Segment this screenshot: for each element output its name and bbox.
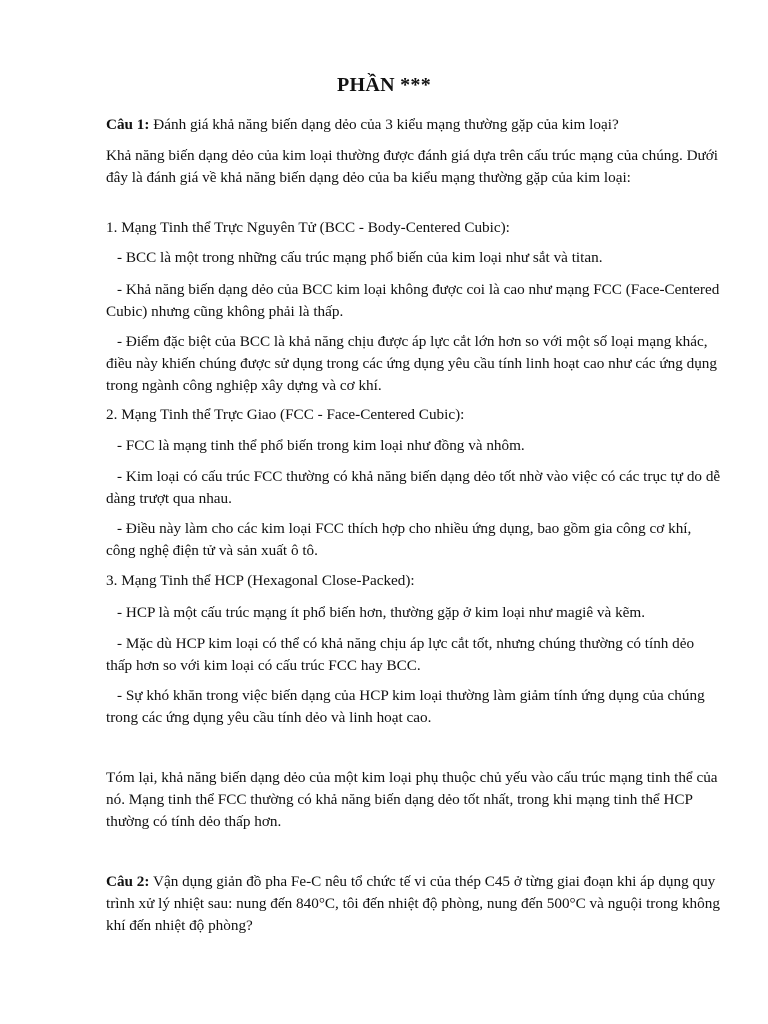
section-1-bullet-1: - BCC là một trong những cấu trúc mạng phổ biến của kim loại như sắt và titan.: [117, 249, 603, 266]
question-2: [106, 871, 722, 937]
question-2-label: Câu 2:: [106, 873, 150, 890]
question-1-label: Câu 1:: [106, 116, 150, 133]
section-2-bullet-3: - Điều này làm cho các kim loại FCC thích hợp cho nhiều ứng dụng, bao gồm gia công cơ khí, công nghệ điện tử và sản xuất ô tô.: [106, 520, 692, 559]
section-3-bullet-3: - Sự khó khăn trong việc biến dạng của HCP kim loại thường làm giảm tính ứng dụng của chúng trong các ứng dụng yêu cầu tính dẻo và linh hoạt cao.: [106, 687, 705, 726]
question-1: [106, 114, 722, 136]
summary-paragraph: Tóm lại, khả năng biến dạng dẻo của một kim loại phụ thuộc chủ yếu vào cấu trúc mạng tinh thể của nó. Mạng tinh thể FCC thường có khả năng biến dạng dẻo tốt nhất, trong khi mạng tinh thể HCP thường có tính dẻo thấp hơn.: [106, 769, 718, 830]
question-2-text: Vận dụng giản đồ pha Fe-C nêu tổ chức tế vi của thép C45 ở từng giai đoạn khi áp dụng quy trình xử lý nhiệt sau: nung đến 840°C, tôi đến nhiệt độ phòng, nung đến 500°C và nguội trong không khí đến nhiệt độ phòng?: [106, 873, 720, 934]
section-1-bullet-3: - Điểm đặc biệt của BCC là khả năng chịu được áp lực cắt lớn hơn so với một số loại mạng khác, điều này khiến chúng được sử dụng trong các ứng dụng yêu cầu tính linh hoạt cao như các ứng dụng trong ngành công nghiệp xây dựng và cơ khí.: [106, 333, 717, 394]
section-2-heading: 2. Mạng Tinh thể Trực Giao (FCC - Face-Centered Cubic):: [106, 406, 465, 423]
section-3-bullet-2: - Mặc dù HCP kim loại có thể có khả năng chịu áp lực cắt tốt, nhưng chúng thường có tính dẻo thấp hơn so với kim loại có cấu trúc FCC hay BCC.: [106, 635, 695, 674]
intro-paragraph: Khả năng biến dạng dẻo của kim loại thường được đánh giá dựa trên cấu trúc mạng của chúng. Dưới đây là đánh giá về khả năng biến dạng dẻo của ba kiểu mạng thường gặp của kim loại:: [106, 147, 719, 186]
section-2-bullet-1: - FCC là mạng tinh thể phổ biến trong kim loại như đồng và nhôm.: [117, 437, 525, 454]
section-2-bullet-2: - Kim loại có cấu trúc FCC thường có khả năng biến dạng dẻo tốt nhờ vào việc có các trục tự do dễ dàng trượt qua nhau.: [106, 468, 721, 507]
section-1-bullet-2: - Khả năng biến dạng dẻo của BCC kim loại không được coi là cao như mạng FCC (Face-Centered Cubic) nhưng cũng không phải là thấp.: [106, 281, 720, 320]
section-3-bullet-1: - HCP là một cấu trúc mạng ít phổ biến hơn, thường gặp ở kim loại như magiê và kẽm.: [117, 604, 646, 621]
question-1-text: Đánh giá khả năng biến dạng dẻo của 3 kiểu mạng thường gặp của kim loại?: [149, 116, 619, 133]
section-1-heading: 1. Mạng Tinh thể Trực Nguyên Tử (BCC - Body-Centered Cubic):: [106, 219, 510, 236]
page-title: PHẦN ***: [336, 74, 432, 96]
section-3-heading: 3. Mạng Tinh thể HCP (Hexagonal Close-Packed):: [106, 572, 415, 589]
